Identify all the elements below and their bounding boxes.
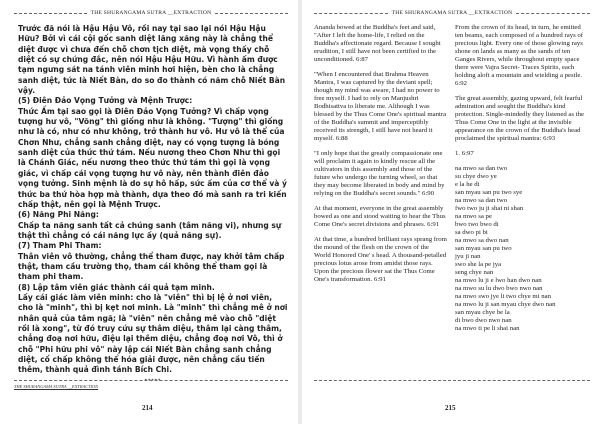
paragraph: Trước đã nói là Hậu Hậu Vô, rồi nay tại sao lại nói Hậu Hậu Hữu? Bởi vì cái cội gốc sanh diệt lãng xăng này là chẳng thể diệt được vì chưa đến chỗ chơn tịch diệt, mà vọng thấy chỗ diệt có sự chứng đắc, nên nói Hậu Hậu Hữu. Vì hành ấm được tạm ngưng sát na tánh viên minh hơi hiện, bèn cho là chẳng sanh diệt, tức là Niết Bàn, do so đo thành có năm chỗ Niết Bàn vậy. bbox=[18, 24, 286, 96]
mantra-line: na mwo su lu dwo bwo nwo nan bbox=[455, 285, 543, 292]
mantra-line: swo she la pe jya bbox=[455, 261, 502, 268]
page-header bbox=[14, 6, 288, 20]
paragraph: The great assembly, gazing upward, felt fearful admiration and sought the Buddha's kind protection. Single-mindedly they listened as the Thus Come One in the light at the invisible appearance on the crown of the Buddha's head proclaimed the spiritual mantra: 6:93 bbox=[455, 95, 584, 142]
mantra-line: na mwo swo jye li two chye mi nan bbox=[455, 293, 551, 300]
header-title: THE SHURANGAMA SUTRA __EXTRACTION bbox=[90, 10, 212, 16]
paragraph: Lấy cái giác làm viên minh: cho là "viên" thì bị lệ ở nơi viên, cho là "minh", thì bị kẹt nơi minh. Là "minh" thì chẳng mê ở nơi nhân quả của tâm ngã; là "viên" nên chẳng mê vào chỗ "diệt rồi là xong", từ đó truy cứu sự thâm diệu, thâm lại càng thâm, chẳng đoạ nơi hữu, điệu lại thêm diệu, chẳng đoạ nơi Vô, thì ở chỗ "Phi hữu phi vô" này lập cái Niết Bàn chẳng sanh chẳng diệt, cố chấp không thể hóa giải được, nên chẳng cầu tiến thêm, thành quả đình tánh Bích Chi. bbox=[18, 292, 288, 375]
mantra-line: san myau chye be la bbox=[455, 309, 510, 316]
page-number: 214 bbox=[142, 404, 153, 412]
section-heading: (5) Điên Đảo Vọng Tưởng và Mệnh Trược: bbox=[18, 96, 193, 106]
left-page bbox=[0, 0, 298, 424]
section-divider-stars: ***** bbox=[144, 378, 162, 384]
header-rule-left bbox=[14, 13, 87, 14]
section-heading: (6) Năng Phi Năng: bbox=[18, 210, 99, 220]
mantra-line: na mwo ti pe li shai nan bbox=[455, 325, 520, 332]
mantra-line: na mwo sa dwo nan bbox=[455, 237, 509, 244]
section-heading: (8) Lập tâm viên giác thành cái quả tạm minh. bbox=[18, 282, 215, 292]
mantra-line: seng chye nan bbox=[455, 269, 494, 276]
page-header bbox=[314, 6, 590, 20]
footer-rule bbox=[314, 380, 590, 381]
mantra-line: na mwo sa pe bbox=[455, 213, 492, 220]
header-rule-right bbox=[516, 13, 590, 14]
mantra-line: na mwo lu ji e lwo han dwo nan bbox=[455, 277, 542, 284]
paragraph: "When I encountered that Brahma Heaven Mantra, I was captured by the deviant spell; though my mind was aware, I had no power to free myself. I had to rely on Manjushri Bodhisattva to liberate me. Although I was blessed by the Thus Come One's spiritual mantra of the Buddha's summit and imperceptibly received its strength, I still have not heard it myself. 6:88 bbox=[314, 71, 447, 142]
mantra-line: di bwo dwo nwo nan bbox=[455, 317, 512, 324]
right-page bbox=[302, 0, 600, 424]
page-number: 215 bbox=[445, 404, 456, 412]
english-column-2 bbox=[455, 24, 590, 333]
mantra-line: na mwo lu ji san myau chye dwo nan bbox=[455, 301, 556, 308]
header-rule-left bbox=[314, 13, 388, 14]
mantra-line: jyu ji nan bbox=[455, 253, 481, 260]
paragraph: At that time, a hundred brilliant rays sprang from the mound of the flesh on the crown of the World Honored One' s head. A thousand-petalled precious lotus arose from amidst those rays. Upon the precious flower sat the Thus Come One's transformation. 6:91 bbox=[314, 236, 447, 283]
mantra-line: e la he di bbox=[455, 181, 480, 188]
vietnamese-commentary bbox=[18, 24, 288, 386]
paragraph: From the crown of its head, in turn, he emitted ten beams, each composed of a hundred rays of precious light. Every one of those glowing rays shone on lands as many as the sands of ten Ganges Rivers, while throughout empty space there were Vajra Secret- Traces Spirits, each holding aloft a mountain and wielding a pestle. 6:92 bbox=[455, 24, 584, 87]
paragraph: "I only hope that the greatly compassionate one will proclaim it again to kindly rescue all the cultivators in this assembly and those of the future who undergo the turning wheel, so that they may become liberated in body and mind by relying on the Buddha's secret sounds." 6:90 bbox=[314, 150, 445, 197]
mantra-line: bwo two bwo di bbox=[455, 221, 499, 228]
paragraph: Ananda bowed at the Buddha's feet and said, "After I left the home-life, I relied on the Buddha's affectionate regard. Because I sought erudition, I still have not been certified to the unconditioned. 6:87 bbox=[314, 24, 441, 63]
footer-rule bbox=[14, 380, 288, 381]
section-heading: (7) Tham Phi Tham: bbox=[18, 241, 102, 251]
paragraph: Thức Ấm tại sao gọi là Điên Đảo Vọng Tưởng? Vì chấp vọng tượng hư vô, "Võng" thì giống như là không. "Tượng" thì giống như là có, như có như không, trở thành hư vô. Hư vô là thể của Chơn Như, chẳng sanh chẳng diệt, nay có vọng tượng là bóng sanh diệt của thức thứ tám. Nếu nương theo Chơn Như thì gọi là Chánh Giác, nếu nương theo thức thứ tám thì gọi là vọng giác, vì chấp cái vọng tượng hư vô này, nên thành điên đảo vọng tưởng. Sinh mệnh là do sự hô hấp, sức ấm của cơ thể và ý thức ba thứ hòa hợp mà thành, dựa theo đó mà sanh ra tri kiến chấp thật, nên gọi là Mệnh Trược. bbox=[18, 106, 287, 209]
mantra-line: sa dwo pi bi bbox=[455, 229, 488, 236]
header-title: THE SHURANGAMA SUTRA __EXTRACTION bbox=[391, 10, 513, 16]
header-rule-right bbox=[215, 13, 288, 14]
paragraph: Chấp ta năng sanh tất cả chúng sanh (tâm năng vi), nhưng sự thật thì chẳng có cái năng lực ấy (quả năng sự). bbox=[18, 220, 282, 240]
paragraph: Thân viên vô thường, chẳng thể tham được, nay khởi tâm chấp thật, tham cầu trường thọ, tham cái không thể tham gọi là tham phi tham. bbox=[18, 251, 285, 282]
mantra-line: su chye dwo ye bbox=[455, 173, 497, 180]
english-column-1 bbox=[314, 24, 447, 291]
mantra-line: san myau san pu two sye bbox=[455, 189, 523, 196]
mantra-line: na mwo sa dan two bbox=[455, 197, 508, 204]
mantra-line: na mwo sa dan two bbox=[455, 165, 508, 172]
mantra-line: san myau san pu two bbox=[455, 245, 512, 252]
mantra-list bbox=[455, 165, 590, 333]
mantra-intro: 1. 6:97 bbox=[455, 150, 474, 157]
footer-title: THE SHURANGAMA SUTRA __EXTRACTION bbox=[14, 384, 99, 389]
mantra-line: fwo two ju ji shai ni shan bbox=[455, 205, 524, 212]
paragraph: At that moment, everyone in the great assembly bowed as one and stood waiting to hear the Thus Come One's secret divisions and phrases. 6:91 bbox=[314, 205, 446, 228]
